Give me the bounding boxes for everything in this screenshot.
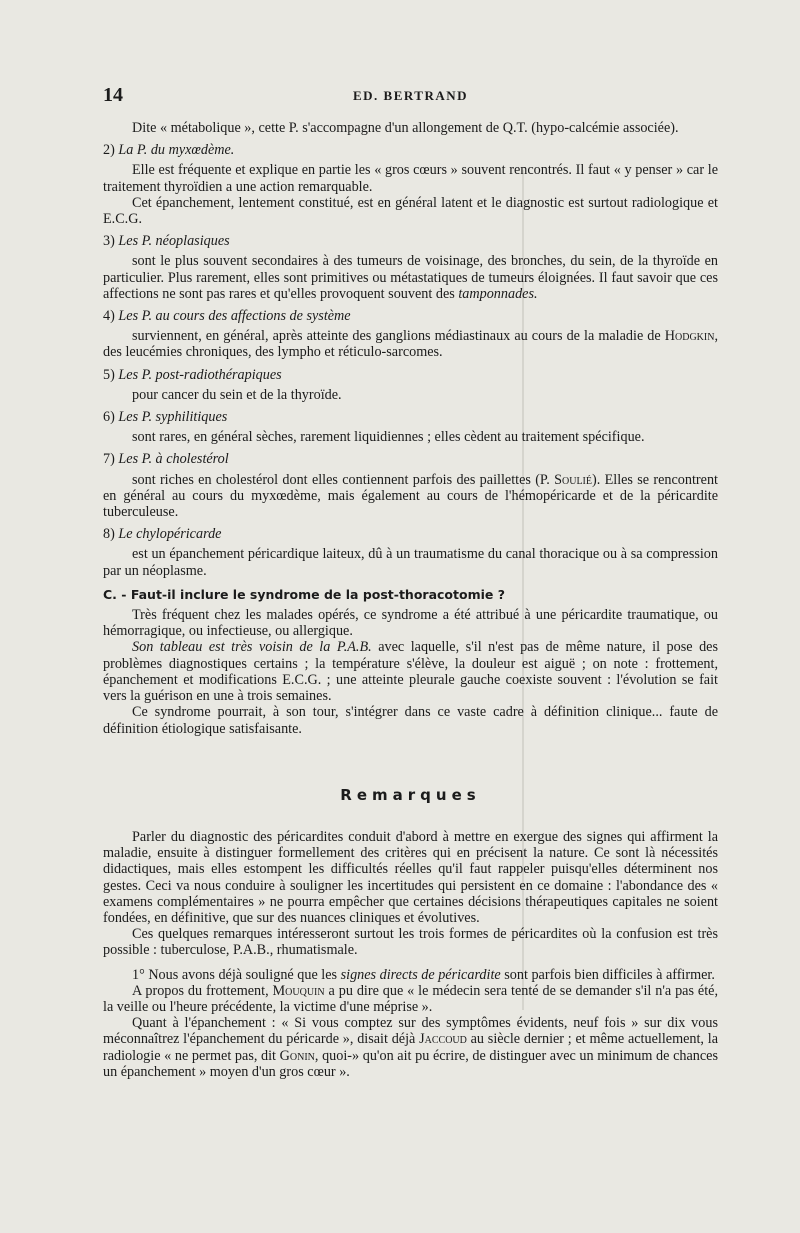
paragraph: A propos du frottement, Mouquin a pu dire que « le médecin sera tenté de se demander s'il n'a pas été, la veille ou l'heure précédente, la victime d'une méprise ». bbox=[103, 982, 718, 1015]
remarques-title: Remarques bbox=[340, 785, 481, 804]
paragraph: Parler du diagnostic des péricardites conduit d'abord à mettre en exergue des signes qui affirment la maladie, ensuite à distinguer formellement des critères qui en précisent la nature. Ce sont là nécessités didactiques, mais elles estompent les difficultés réelles qu'il faut rappeler puisqu'elles déterminent nos gestes. Ceci va nous conduire à souligner les incertitudes qui persistent en ce domaine : l'abondance des « examens complémentaires » ne pourra empêcher que certaines décisions thérapeutiques capitales ne soient fondées, en définitive, que sur des nuances cliniques et évolutives. bbox=[103, 828, 718, 926]
running-head: ED. BERTRAND bbox=[352, 88, 469, 103]
paragraph: Ce syndrome pourrait, à son tour, s'intégrer dans ce vaste cadre à définition clinique... faute de définition étiologique satisfaisante. bbox=[103, 704, 718, 737]
section-c-heading: C. - Faut-il inclure le syndrome de la post-thoracotomie ? bbox=[103, 586, 505, 602]
section-heading: 6) Les P. syphilitiques bbox=[103, 409, 228, 426]
paragraph: sont riches en cholestérol dont elles contiennent parfois des paillettes (P. Soulié). Elles se rencontrent en général au cours du myxœdème, mais également au cours de l'hémopéricarde et de la péricardite tuberculeuse. bbox=[103, 471, 718, 521]
paragraph: Ces quelques remarques intéresseront surtout les trois formes de péricardites où la confusion est très possible : tuberculose, P.A.B., rhumatismale. bbox=[103, 926, 718, 959]
section-heading: 3) Les P. néoplasiques bbox=[103, 233, 230, 250]
paragraph: Quant à l'épanchement : « Si vous comptez sur des symptômes évidents, neuf fois » sur dix vous méconnaîtrez l'épanchement du péricarde », disait déjà Jaccoud au siècle dernier ; et même actuellement, la radiologie « ne permet pas, dit Gonin, quoi-» qu'on ait pu écrire, de distinguer avec un minimum de chances un épanchement » moyen d'un gros cœur ». bbox=[103, 1015, 718, 1080]
paragraph: Très fréquent chez les malades opérés, ce syndrome a été attribué à une péricardite traumatique, ou hémorragique, ou infectieuse, ou allergique. bbox=[103, 607, 718, 640]
paragraph: Dite « métabolique », cette P. s'accompagne d'un allongement de Q.T. (hypo-calcémie associée). bbox=[132, 120, 679, 136]
paragraph: surviennent, en général, après atteinte des ganglions médiastinaux au cours de la maladie de Hodgkin, des leucémies chroniques, des lympho et réticulo-sarcomes. bbox=[103, 328, 718, 361]
section-heading: 4) Les P. au cours des affections de système bbox=[103, 308, 351, 325]
paragraph: 1° Nous avons déjà souligné que les signes directs de péricardite sont parfois bien difficiles à affirmer. bbox=[132, 966, 715, 983]
section-heading: 8) Le chylopéricarde bbox=[103, 526, 222, 543]
paragraph: Cet épanchement, lentement constitué, est en général latent et le diagnostic est surtout radiologique et E.C.G. bbox=[103, 194, 718, 228]
paragraph: pour cancer du sein et de la thyroïde. bbox=[132, 386, 342, 403]
paragraph: est un épanchement péricardique laiteux, dû à un traumatisme du canal thoracique ou à sa compression par un néoplasme. bbox=[103, 546, 718, 579]
paragraph: Son tableau est très voisin de la P.A.B. avec laquelle, s'il n'est pas de même nature, il pose des problèmes diagnostiques certains ; la température s'élève, la douleur est aiguë ; on note : frottement, épanchement et modifications E.C.G. ; une atteinte pleurale gauche coexiste souvent : l'évolution se fait vers la guérison en une à trois semaines. bbox=[103, 639, 718, 705]
section-heading: 2) La P. du myxœdème. bbox=[103, 142, 235, 159]
paragraph: Elle est fréquente et explique en partie les « gros cœurs » souvent rencontrés. Il faut « y penser » car le traitement thyroïdien a une action remarquable. bbox=[103, 162, 718, 195]
paragraph: sont le plus souvent secondaires à des tumeurs de voisinage, des bronches, du sein, de la thyroïde en particulier. Plus rarement, elles sont primitives ou métastatiques de tumeurs éloignées. Il faut savoir que ces affections ne sont pas rares et qu'elles provoquent souvent des tamponnades. bbox=[103, 253, 718, 302]
page-body bbox=[103, 120, 718, 1080]
page-number: 14 bbox=[103, 84, 123, 106]
section-heading: 7) Les P. à cholestérol bbox=[103, 451, 229, 468]
paragraph: sont rares, en général sèches, rarement liquidiennes ; elles cèdent au traitement spécifique. bbox=[132, 429, 645, 446]
section-heading: 5) Les P. post-radiothérapiques bbox=[103, 366, 282, 383]
page-header bbox=[103, 84, 718, 106]
